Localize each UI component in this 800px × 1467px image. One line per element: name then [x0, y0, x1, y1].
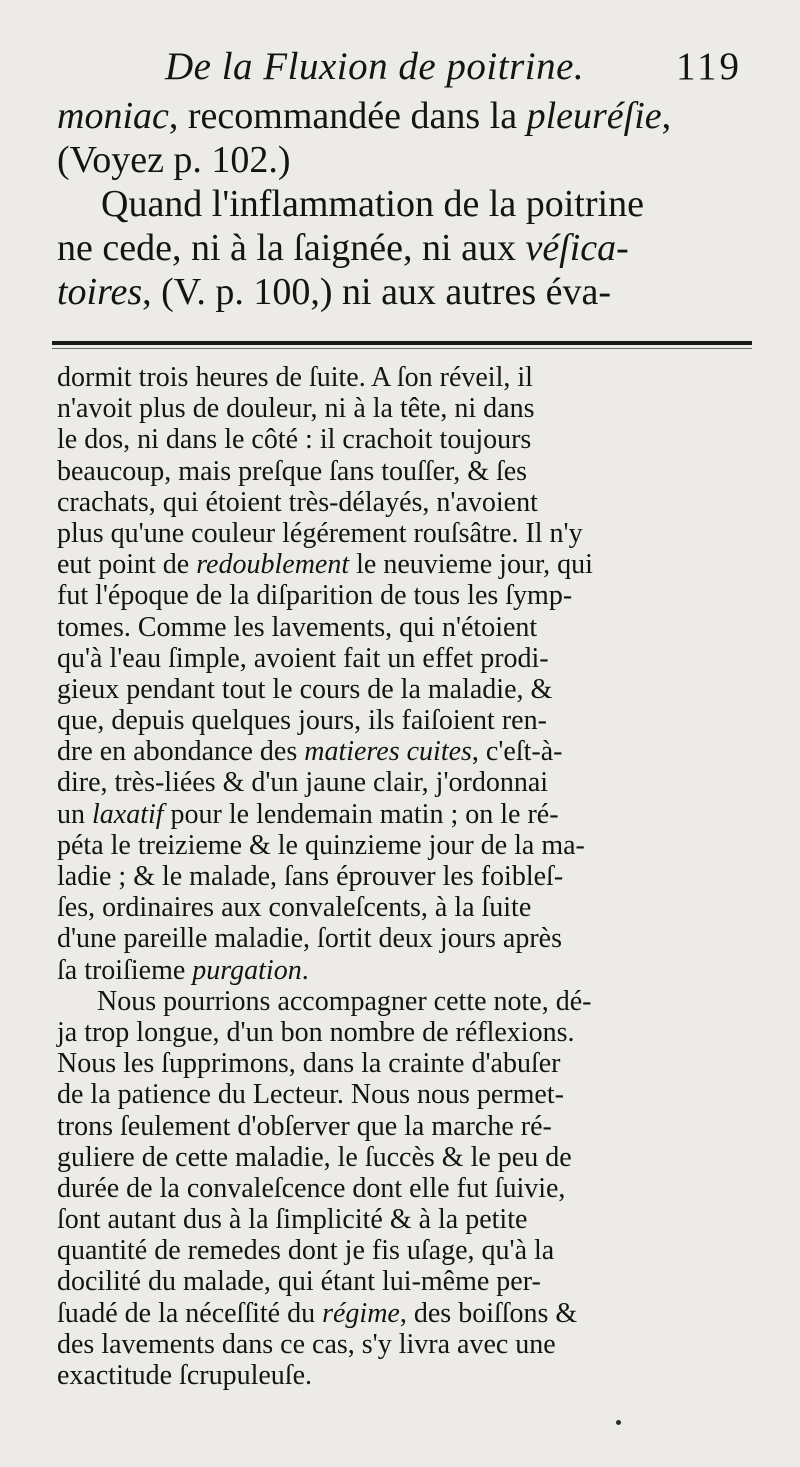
- text-line: [57, 270, 747, 314]
- note-line: dire, très-liées & d'un jaune clair, j'ordonnai: [57, 767, 549, 799]
- text-run: , des boiſſons &: [399, 1297, 578, 1329]
- note-line: quantité de remedes dont je fis uſage, qu'à la: [57, 1235, 555, 1267]
- text-run: .: [301, 954, 309, 986]
- note-line: le dos, ni dans le côté : il crachoit toujours: [57, 424, 532, 456]
- note-line: fut l'époque de la diſparition de tous les ſymp-: [57, 580, 573, 612]
- note-line: [57, 955, 747, 986]
- text-run: , c'eſt-à-: [471, 736, 563, 768]
- page-header: [0, 42, 800, 92]
- text-run: Quand l'inflammation de la poitrine: [101, 183, 644, 225]
- text-run: ſuadé de la néceſſité du: [57, 1297, 323, 1329]
- note-paragraph-start: Nous pourrions accompagner cette note, dé-: [97, 985, 592, 1017]
- note-line: qu'à l'eau ſimple, avoient fait un effet prodi-: [57, 642, 549, 674]
- note-line: dormit trois heures de ſuite. A ſon réveil, il: [57, 362, 533, 393]
- note-line: gieux pendant tout le cours de la maladie, &: [57, 673, 553, 705]
- footnote-rule: [52, 341, 752, 345]
- text-run: un: [57, 798, 92, 830]
- paragraph-start-line: [57, 182, 747, 226]
- text-line: [57, 138, 747, 182]
- italic-word: pleuréſie: [526, 95, 662, 137]
- text-run: ſa troiſieme: [57, 954, 193, 986]
- footnote-text-block: [57, 362, 747, 1391]
- note-line: crachats, qui étoient très-délayés, n'avoient: [57, 486, 538, 518]
- note-line: [57, 736, 747, 767]
- italic-word: moniac: [57, 95, 169, 137]
- note-line: guliere de cette maladie, le ſuccès & le peu de: [57, 1141, 572, 1173]
- main-text-block: [57, 94, 747, 314]
- note-line: plus qu'une couleur légérement rouſsâtre. Il n'y: [57, 517, 583, 549]
- note-line: ladie ; & le malade, ſans éprouver les foibleſ-: [57, 861, 564, 892]
- note-line: [57, 799, 747, 830]
- italic-word: matieres cuites: [304, 736, 472, 768]
- note-line: beaucoup, mais preſque ſans touſſer, & ſes: [57, 455, 528, 487]
- note-line: [57, 549, 747, 580]
- text-run: , (V. p. 100,) ni aux autres éva-: [142, 271, 612, 313]
- italic-word: purgation: [192, 954, 302, 986]
- note-line: que, depuis quelques jours, ils faiſoient ren-: [57, 705, 547, 737]
- text-run: dre en abondance des: [57, 736, 305, 768]
- ink-speck: [616, 1420, 621, 1425]
- running-head: De la Fluxion de poitrine.: [165, 45, 585, 88]
- note-line: ſont autant dus à la ſimplicité & à la petite: [57, 1204, 528, 1236]
- note-line: tomes. Comme les lavements, qui n'étoient: [57, 611, 538, 643]
- note-line: [57, 1298, 747, 1329]
- italic-word: redoublement: [196, 549, 350, 581]
- text-run: le neuvieme jour, qui: [349, 549, 593, 581]
- note-line: péta le treizieme & le quinzieme jour de la ma-: [57, 829, 585, 861]
- page-number: 119: [676, 45, 743, 88]
- italic-word: véſica-: [525, 227, 629, 269]
- note-line: des lavements dans ce cas, s'y livra avec une: [57, 1328, 556, 1360]
- italic-word: laxatif: [92, 798, 164, 830]
- text-run: pour le lendemain matin ; on le ré-: [163, 798, 559, 830]
- italic-word: régime: [322, 1297, 400, 1329]
- note-line: trons ſeulement d'obſerver que la marche ré-: [57, 1110, 552, 1142]
- footnote-rule-thin: [52, 348, 752, 349]
- italic-word: toires: [57, 271, 143, 313]
- text-run: eut point de: [57, 549, 197, 581]
- text-run: ,: [661, 95, 672, 137]
- note-line: docilité du malade, qui étant lui-même per-: [57, 1266, 541, 1298]
- note-line: durée de la convaleſcence dont elle fut ſuivie,: [57, 1172, 566, 1204]
- text-run: , recommandée dans la: [168, 95, 527, 137]
- note-line: exactitude ſcrupuleuſe.: [57, 1360, 312, 1391]
- text-run: ne cede, ni à la ſaignée, ni aux: [57, 227, 526, 269]
- note-line: ſes, ordinaires aux convaleſcents, à la ſuite: [57, 892, 532, 924]
- note-line: ja trop longue, d'un bon nombre de réflexions.: [57, 1016, 575, 1048]
- text-line: [57, 226, 747, 270]
- note-line: d'une pareille maladie, ſortit deux jours après: [57, 923, 562, 955]
- text-run: (Voyez p. 102.): [57, 139, 291, 181]
- text-line: [57, 94, 747, 138]
- note-line: de la patience du Lecteur. Nous nous permet-: [57, 1079, 564, 1111]
- note-line: Nous les ſupprimons, dans la crainte d'abuſer: [57, 1048, 561, 1080]
- note-line: n'avoit plus de douleur, ni à la tête, ni dans: [57, 393, 535, 425]
